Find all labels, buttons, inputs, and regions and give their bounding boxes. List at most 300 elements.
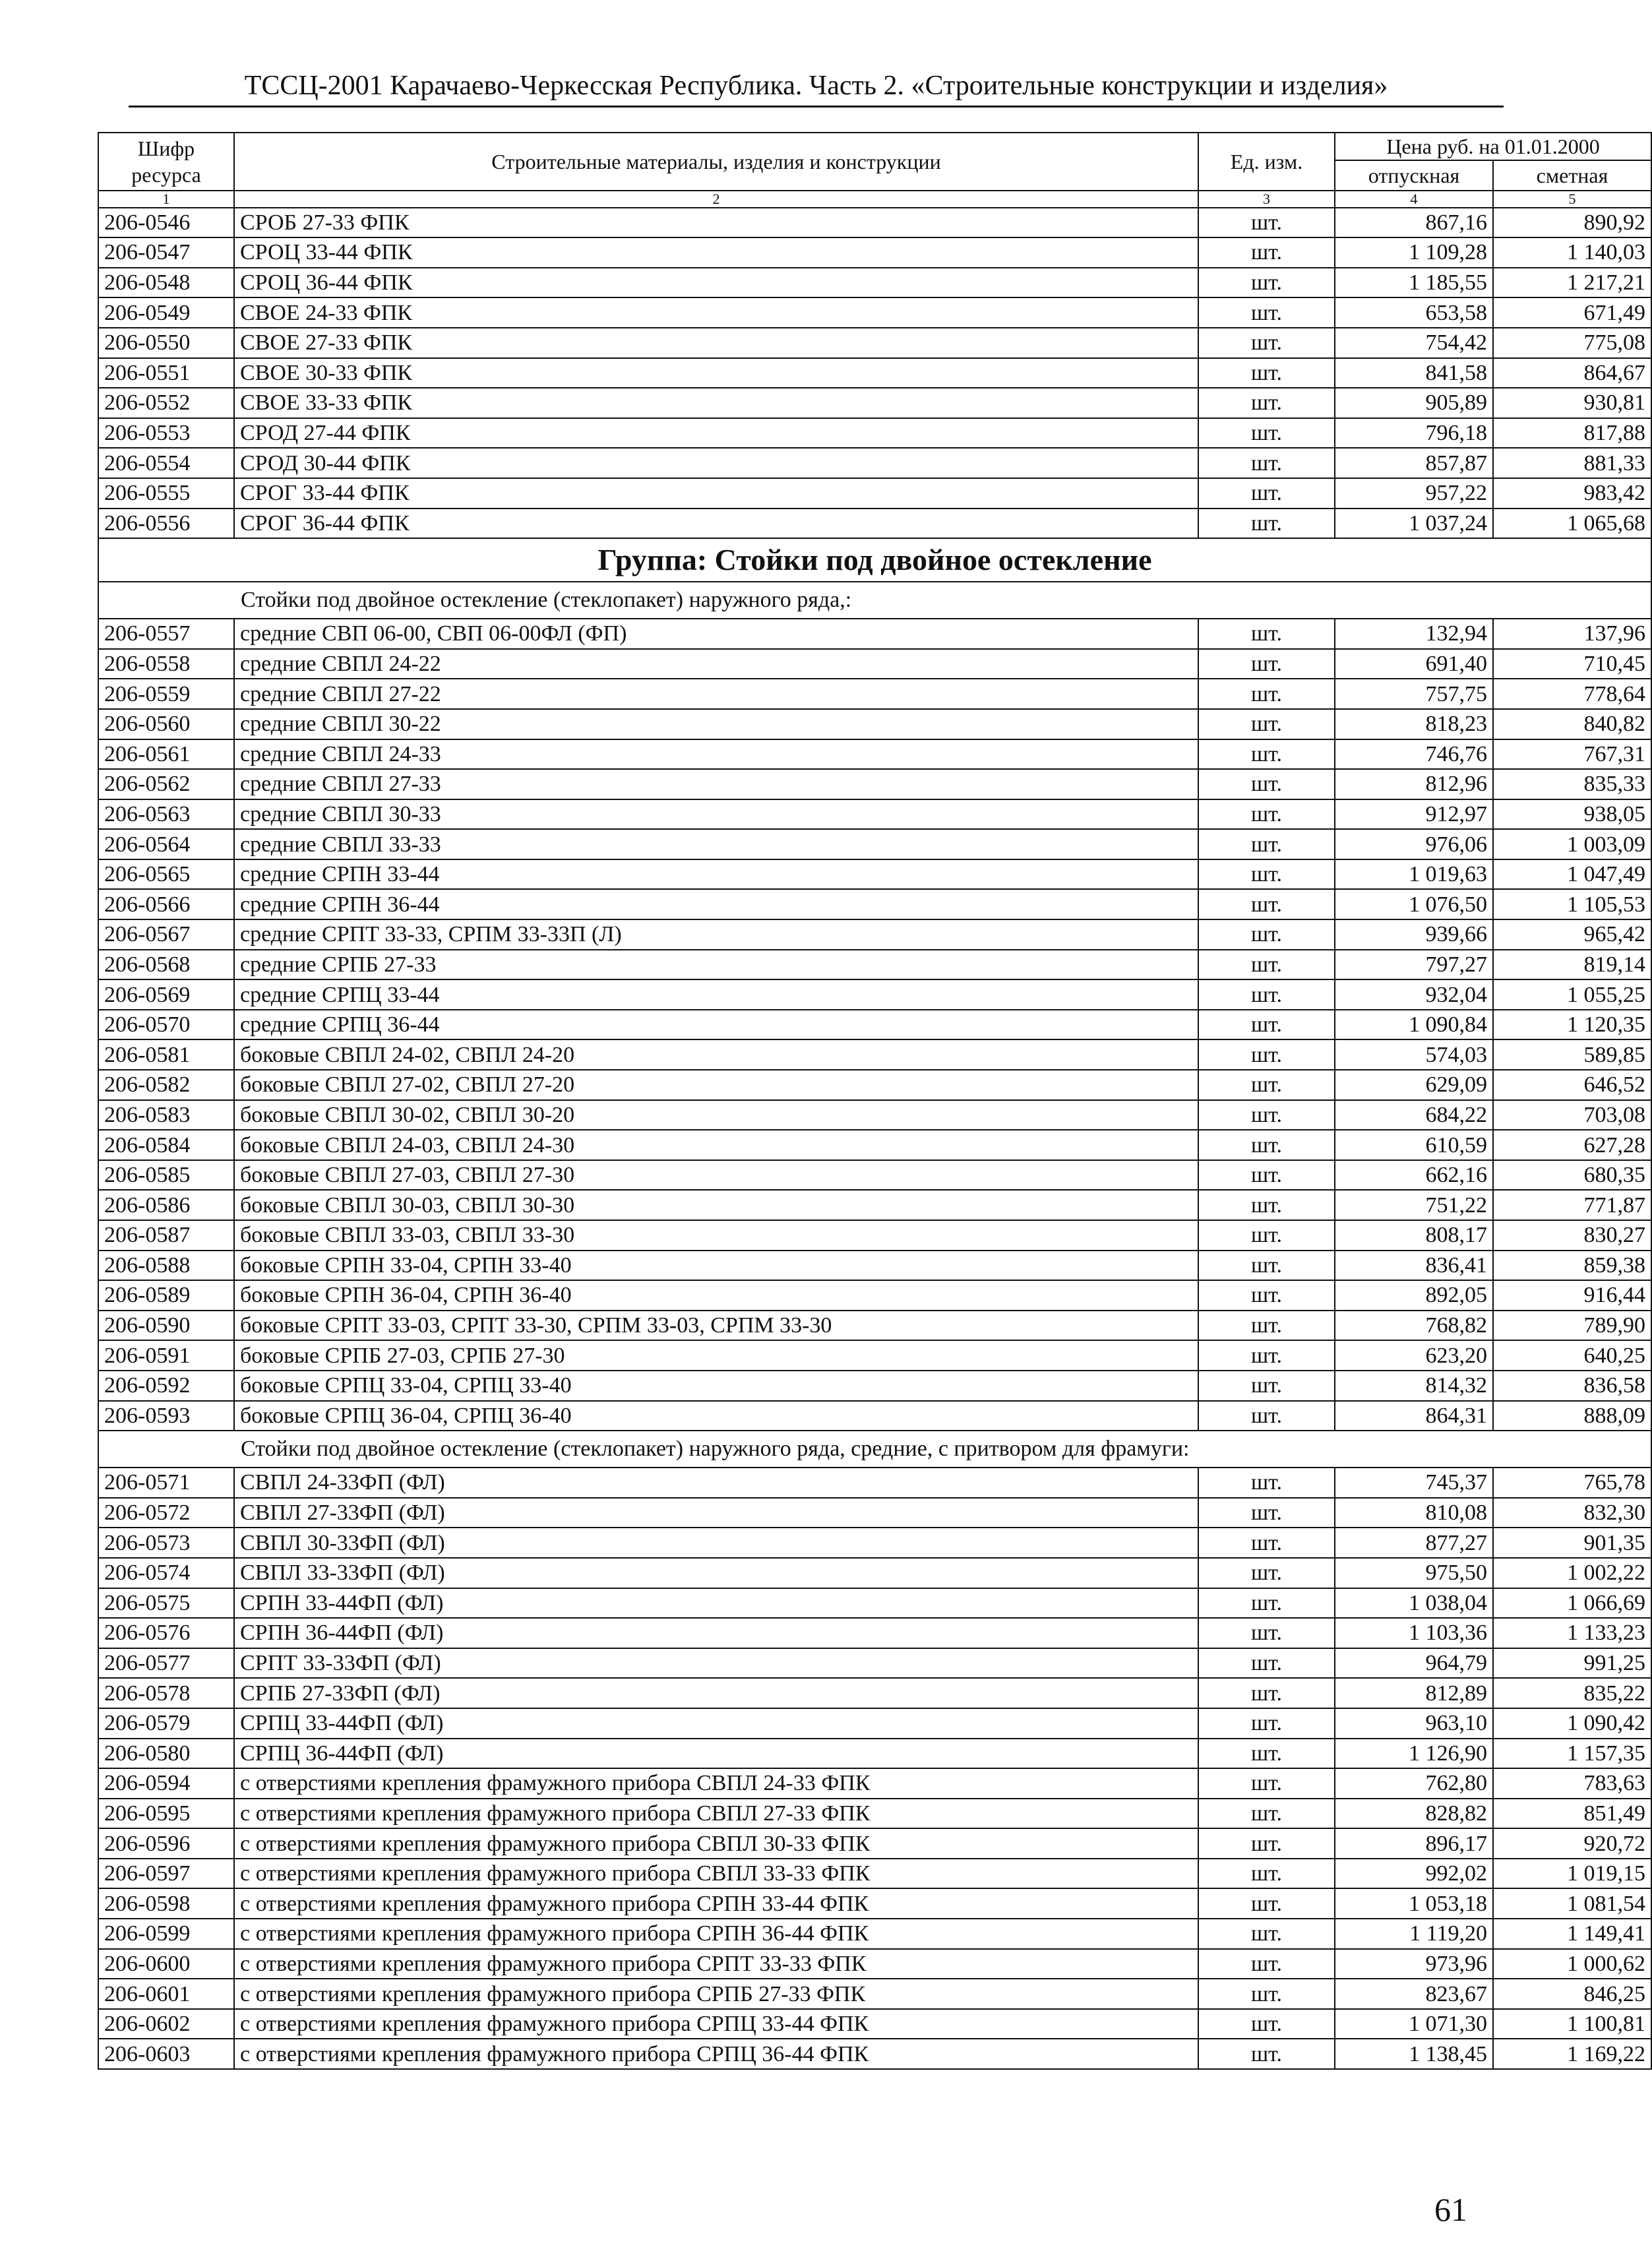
unit: шт. (1198, 2009, 1335, 2039)
material-name: боковые СВПЛ 27-02, СВПЛ 27-20 (234, 1070, 1198, 1100)
unit: шт. (1198, 829, 1335, 859)
table-row (98, 1220, 1651, 1251)
release-price: 975,50 (1335, 1558, 1493, 1588)
resource-code: 206-0558 (98, 649, 234, 679)
unit: шт. (1198, 388, 1335, 418)
table-row (98, 1919, 1651, 1949)
column-number-row (98, 191, 1651, 208)
unit: шт. (1198, 328, 1335, 358)
resource-code: 206-0583 (98, 1100, 234, 1130)
estimate-price: 1 066,69 (1493, 1588, 1651, 1619)
estimate-price: 846,25 (1493, 1979, 1651, 2009)
material-name: с отверстиями крепления фрамужного прибора СВПЛ 30-33 ФПК (234, 1828, 1198, 1859)
estimate-price: 783,63 (1493, 1768, 1651, 1799)
resource-code: 206-0600 (98, 1949, 234, 1979)
resource-code: 206-0589 (98, 1280, 234, 1311)
release-price: 746,76 (1335, 739, 1493, 770)
resource-code: 206-0573 (98, 1528, 234, 1558)
release-price: 653,58 (1335, 297, 1493, 328)
estimate-price: 835,22 (1493, 1678, 1651, 1708)
table-row (98, 1401, 1651, 1431)
table-row (98, 1859, 1651, 1889)
table-row (98, 1070, 1651, 1100)
material-name: СРПН 33-44ФП (ФЛ) (234, 1588, 1198, 1619)
material-name: средние СВПЛ 24-22 (234, 649, 1198, 679)
estimate-price: 1 065,68 (1493, 509, 1651, 539)
resource-code: 206-0587 (98, 1220, 234, 1251)
release-price: 1 119,20 (1335, 1919, 1493, 1949)
estimate-price: 1 090,42 (1493, 1708, 1651, 1739)
release-price: 684,22 (1335, 1100, 1493, 1130)
release-price: 892,05 (1335, 1280, 1493, 1311)
table-row (98, 829, 1651, 859)
resource-code: 206-0552 (98, 388, 234, 418)
resource-code: 206-0594 (98, 1768, 234, 1799)
release-price: 797,27 (1335, 950, 1493, 980)
unit: шт. (1198, 1371, 1335, 1401)
material-name: СРПН 36-44ФП (ФЛ) (234, 1618, 1198, 1648)
release-price: 1 090,84 (1335, 1010, 1493, 1040)
table-row (98, 1739, 1651, 1769)
unit: шт. (1198, 1618, 1335, 1648)
price-table (98, 132, 1652, 2070)
material-name: с отверстиями крепления фрамужного прибора СРПН 33-44 ФПК (234, 1888, 1198, 1919)
table-row (98, 769, 1651, 799)
release-price: 1 019,63 (1335, 859, 1493, 890)
unit: шт. (1198, 1558, 1335, 1588)
unit: шт. (1198, 679, 1335, 709)
material-name: боковые СРПН 36-04, СРПН 36-40 (234, 1280, 1198, 1311)
resource-code: 206-0554 (98, 448, 234, 478)
release-price: 768,82 (1335, 1311, 1493, 1341)
estimate-price: 864,67 (1493, 358, 1651, 388)
resource-code: 206-0551 (98, 358, 234, 388)
resource-code: 206-0598 (98, 1888, 234, 1919)
release-price: 973,96 (1335, 1949, 1493, 1979)
release-price: 992,02 (1335, 1859, 1493, 1889)
estimate-price: 965,42 (1493, 919, 1651, 950)
resource-code: 206-0601 (98, 1979, 234, 2009)
material-name: средние СВПЛ 24-33 (234, 739, 1198, 770)
estimate-price: 703,08 (1493, 1100, 1651, 1130)
material-name: боковые СВПЛ 33-03, СВПЛ 33-30 (234, 1220, 1198, 1251)
release-price: 896,17 (1335, 1828, 1493, 1859)
table-row (98, 1888, 1651, 1919)
column-number: 3 (1198, 191, 1335, 208)
estimate-price: 1 055,25 (1493, 979, 1651, 1010)
page-number: 61 (1434, 2191, 1467, 2228)
column-number: 1 (98, 191, 234, 208)
material-name: средние СВПЛ 30-22 (234, 709, 1198, 739)
release-price: 574,03 (1335, 1039, 1493, 1070)
table-header-row (98, 133, 1651, 160)
table-row (98, 1618, 1651, 1648)
estimate-price: 901,35 (1493, 1528, 1651, 1558)
material-name: боковые СВПЛ 27-03, СВПЛ 27-30 (234, 1160, 1198, 1191)
resource-code: 206-0568 (98, 950, 234, 980)
unit: шт. (1198, 358, 1335, 388)
release-price: 132,94 (1335, 619, 1493, 649)
estimate-price: 888,09 (1493, 1401, 1651, 1431)
release-price: 976,06 (1335, 829, 1493, 859)
resource-code: 206-0567 (98, 919, 234, 950)
material-name: средние СВПЛ 33-33 (234, 829, 1198, 859)
material-name: СРОБ 27-33 ФПК (234, 208, 1198, 238)
unit: шт. (1198, 619, 1335, 649)
table-row (98, 950, 1651, 980)
release-price: 1 038,04 (1335, 1588, 1493, 1619)
unit: шт. (1198, 1340, 1335, 1371)
resource-code: 206-0592 (98, 1371, 234, 1401)
material-name: средние СРПЦ 33-44 (234, 979, 1198, 1010)
table-row (98, 889, 1651, 919)
material-name: боковые СРПЦ 33-04, СРПЦ 33-40 (234, 1371, 1198, 1401)
resource-code: 206-0577 (98, 1648, 234, 1679)
table-row (98, 1039, 1651, 1070)
col-header-unit: Ед. изм. (1198, 133, 1335, 191)
release-price: 662,16 (1335, 1160, 1493, 1191)
resource-code: 206-0599 (98, 1919, 234, 1949)
material-name: с отверстиями крепления фрамужного прибора СВПЛ 24-33 ФПК (234, 1768, 1198, 1799)
material-name: средние СВП 06-00, СВП 06-00ФЛ (ФП) (234, 619, 1198, 649)
release-price: 1 138,45 (1335, 2039, 1493, 2069)
table-row (98, 448, 1651, 478)
unit: шт. (1198, 1311, 1335, 1341)
estimate-price: 1 133,23 (1493, 1618, 1651, 1648)
resource-code: 206-0556 (98, 509, 234, 539)
unit: шт. (1198, 979, 1335, 1010)
estimate-price: 1 217,21 (1493, 268, 1651, 298)
resource-code: 206-0603 (98, 2039, 234, 2069)
release-price: 1 126,90 (1335, 1739, 1493, 1769)
unit: шт. (1198, 1949, 1335, 1979)
table-row (98, 1979, 1651, 2009)
resource-code: 206-0564 (98, 829, 234, 859)
release-price: 864,31 (1335, 1401, 1493, 1431)
release-price: 963,10 (1335, 1708, 1493, 1739)
unit: шт. (1198, 1130, 1335, 1160)
material-name: СРПТ 33-33ФП (ФЛ) (234, 1648, 1198, 1679)
material-name: средние СРПН 36-44 (234, 889, 1198, 919)
estimate-price: 830,27 (1493, 1220, 1651, 1251)
table-row (98, 2009, 1651, 2039)
estimate-price: 1 149,41 (1493, 1919, 1651, 1949)
release-price: 823,67 (1335, 1979, 1493, 2009)
unit: шт. (1198, 1859, 1335, 1889)
unit: шт. (1198, 208, 1335, 238)
material-name: СРПЦ 33-44ФП (ФЛ) (234, 1708, 1198, 1739)
unit: шт. (1198, 237, 1335, 268)
estimate-price: 680,35 (1493, 1160, 1651, 1191)
table-row (98, 297, 1651, 328)
unit: шт. (1198, 1100, 1335, 1130)
unit: шт. (1198, 1799, 1335, 1829)
resource-code: 206-0576 (98, 1618, 234, 1648)
material-name: СРПБ 27-33ФП (ФЛ) (234, 1678, 1198, 1708)
release-price: 905,89 (1335, 388, 1493, 418)
material-name: средние СВПЛ 27-22 (234, 679, 1198, 709)
release-price: 812,89 (1335, 1678, 1493, 1708)
release-price: 812,96 (1335, 769, 1493, 799)
estimate-price: 1 140,03 (1493, 237, 1651, 268)
table-row (98, 1371, 1651, 1401)
price-table-body (98, 133, 1651, 2069)
estimate-price: 789,90 (1493, 1311, 1651, 1341)
release-price: 836,41 (1335, 1251, 1493, 1281)
material-name: СВОЕ 24-33 ФПК (234, 297, 1198, 328)
table-row (98, 859, 1651, 890)
release-price: 1 037,24 (1335, 509, 1493, 539)
table-row (98, 1708, 1651, 1739)
estimate-price: 1 157,35 (1493, 1739, 1651, 1769)
section-subheader: Стойки под двойное остекление (стеклопакет) наружного ряда, средние, с притвором для фрамуги: (98, 1431, 1651, 1468)
estimate-price: 859,38 (1493, 1251, 1651, 1281)
estimate-price: 589,85 (1493, 1039, 1651, 1070)
resource-code: 206-0557 (98, 619, 234, 649)
table-row (98, 1340, 1651, 1371)
table-row (98, 1528, 1651, 1558)
release-price: 857,87 (1335, 448, 1493, 478)
table-row (98, 739, 1651, 770)
unit: шт. (1198, 649, 1335, 679)
unit: шт. (1198, 1010, 1335, 1040)
unit: шт. (1198, 739, 1335, 770)
resource-code: 206-0572 (98, 1498, 234, 1528)
material-name: с отверстиями крепления фрамужного прибора СРПЦ 33-44 ФПК (234, 2009, 1198, 2039)
unit: шт. (1198, 1678, 1335, 1708)
material-name: средние СВПЛ 27-33 (234, 769, 1198, 799)
column-number: 4 (1335, 191, 1493, 208)
estimate-price: 1 019,15 (1493, 1859, 1651, 1889)
table-row (98, 1280, 1651, 1311)
table-row (98, 1828, 1651, 1859)
unit: шт. (1198, 769, 1335, 799)
release-price: 867,16 (1335, 208, 1493, 238)
unit: шт. (1198, 950, 1335, 980)
release-price: 1 076,50 (1335, 889, 1493, 919)
release-price: 751,22 (1335, 1190, 1493, 1220)
table-row (98, 2039, 1651, 2069)
estimate-price: 710,45 (1493, 649, 1651, 679)
resource-code: 206-0595 (98, 1799, 234, 1829)
material-name: СРОД 27-44 ФПК (234, 418, 1198, 449)
estimate-price: 775,08 (1493, 328, 1651, 358)
estimate-price: 836,58 (1493, 1371, 1651, 1401)
material-name: боковые СРПЦ 36-04, СРПЦ 36-40 (234, 1401, 1198, 1431)
estimate-price: 1 047,49 (1493, 859, 1651, 890)
release-price: 754,42 (1335, 328, 1493, 358)
estimate-price: 916,44 (1493, 1280, 1651, 1311)
material-name: СВПЛ 30-33ФП (ФЛ) (234, 1528, 1198, 1558)
table-row (98, 1251, 1651, 1281)
material-name: СВПЛ 27-33ФП (ФЛ) (234, 1498, 1198, 1528)
table-row (98, 1768, 1651, 1799)
estimate-price: 778,64 (1493, 679, 1651, 709)
estimate-price: 983,42 (1493, 478, 1651, 509)
unit: шт. (1198, 1251, 1335, 1281)
table-row (98, 1558, 1651, 1588)
estimate-price: 817,88 (1493, 418, 1651, 449)
release-price: 1 103,36 (1335, 1618, 1493, 1648)
resource-code: 206-0585 (98, 1160, 234, 1191)
release-price: 877,27 (1335, 1528, 1493, 1558)
resource-code: 206-0586 (98, 1190, 234, 1220)
material-name: боковые СВПЛ 24-02, СВПЛ 24-20 (234, 1039, 1198, 1070)
table-row (98, 1010, 1651, 1040)
estimate-price: 890,92 (1493, 208, 1651, 238)
resource-code: 206-0569 (98, 979, 234, 1010)
release-price: 1 071,30 (1335, 2009, 1493, 2039)
unit: шт. (1198, 1919, 1335, 1949)
estimate-price: 881,33 (1493, 448, 1651, 478)
material-name: с отверстиями крепления фрамужного прибора СРПЦ 36-44 ФПК (234, 2039, 1198, 2069)
group-title-row (98, 538, 1651, 582)
material-name: с отверстиями крепления фрамужного прибора СВПЛ 27-33 ФПК (234, 1799, 1198, 1829)
release-price: 810,08 (1335, 1498, 1493, 1528)
header-rule (129, 106, 1504, 108)
material-name: СРОГ 33-44 ФПК (234, 478, 1198, 509)
table-row (98, 509, 1651, 539)
col-header-estimate: сметная (1493, 160, 1651, 191)
material-name: боковые СРПН 33-04, СРПН 33-40 (234, 1251, 1198, 1281)
estimate-price: 771,87 (1493, 1190, 1651, 1220)
material-name: средние СВПЛ 30-33 (234, 799, 1198, 830)
unit: шт. (1198, 418, 1335, 449)
table-row (98, 208, 1651, 238)
col-header-release: отпускная (1335, 160, 1493, 191)
table-row (98, 388, 1651, 418)
section-subheader: Стойки под двойное остекление (стеклопакет) наружного ряда,: (98, 582, 1651, 619)
table-row (98, 1498, 1651, 1528)
release-price: 814,32 (1335, 1371, 1493, 1401)
resource-code: 206-0584 (98, 1130, 234, 1160)
resource-code: 206-0546 (98, 208, 234, 238)
unit: шт. (1198, 448, 1335, 478)
resource-code: 206-0570 (98, 1010, 234, 1040)
estimate-price: 767,31 (1493, 739, 1651, 770)
unit: шт. (1198, 1528, 1335, 1558)
unit: шт. (1198, 1190, 1335, 1220)
col-header-name: Строительные материалы, изделия и конструкции (234, 133, 1198, 191)
unit: шт. (1198, 2039, 1335, 2069)
col-header-code: Шифр ресурса (98, 133, 234, 191)
unit: шт. (1198, 1828, 1335, 1859)
table-row (98, 1648, 1651, 1679)
column-number: 2 (234, 191, 1198, 208)
release-price: 745,37 (1335, 1468, 1493, 1498)
estimate-price: 765,78 (1493, 1468, 1651, 1498)
unit: шт. (1198, 1708, 1335, 1739)
unit: шт. (1198, 1588, 1335, 1619)
table-row (98, 1160, 1651, 1191)
material-name: с отверстиями крепления фрамужного прибора СВПЛ 33-33 ФПК (234, 1859, 1198, 1889)
estimate-price: 646,52 (1493, 1070, 1651, 1100)
table-row (98, 358, 1651, 388)
unit: шт. (1198, 1401, 1335, 1431)
resource-code: 206-0588 (98, 1251, 234, 1281)
resource-code: 206-0575 (98, 1588, 234, 1619)
release-price: 623,20 (1335, 1340, 1493, 1371)
material-name: СВОЕ 33-33 ФПК (234, 388, 1198, 418)
resource-code: 206-0574 (98, 1558, 234, 1588)
material-name: средние СРПТ 33-33, СРПМ 33-33П (Л) (234, 919, 1198, 950)
resource-code: 206-0565 (98, 859, 234, 890)
section-subheader-row (98, 582, 1651, 619)
table-row (98, 919, 1651, 950)
resource-code: 206-0561 (98, 739, 234, 770)
unit: шт. (1198, 1220, 1335, 1251)
resource-code: 206-0597 (98, 1859, 234, 1889)
table-row (98, 799, 1651, 830)
resource-code: 206-0602 (98, 2009, 234, 2039)
estimate-price: 835,33 (1493, 769, 1651, 799)
table-row (98, 979, 1651, 1010)
estimate-price: 930,81 (1493, 388, 1651, 418)
unit: шт. (1198, 1160, 1335, 1191)
resource-code: 206-0547 (98, 237, 234, 268)
table-row (98, 1311, 1651, 1341)
resource-code: 206-0549 (98, 297, 234, 328)
material-name: СВОЕ 27-33 ФПК (234, 328, 1198, 358)
resource-code: 206-0562 (98, 769, 234, 799)
estimate-price: 671,49 (1493, 297, 1651, 328)
table-row (98, 709, 1651, 739)
material-name: СРПЦ 36-44ФП (ФЛ) (234, 1739, 1198, 1769)
table-row (98, 1190, 1651, 1220)
estimate-price: 920,72 (1493, 1828, 1651, 1859)
estimate-price: 1 003,09 (1493, 829, 1651, 859)
estimate-price: 991,25 (1493, 1648, 1651, 1679)
release-price: 1 109,28 (1335, 237, 1493, 268)
estimate-price: 938,05 (1493, 799, 1651, 830)
unit: шт. (1198, 1648, 1335, 1679)
estimate-price: 840,82 (1493, 709, 1651, 739)
material-name: с отверстиями крепления фрамужного прибора СРПТ 33-33 ФПК (234, 1949, 1198, 1979)
resource-code: 206-0579 (98, 1708, 234, 1739)
release-price: 957,22 (1335, 478, 1493, 509)
resource-code: 206-0553 (98, 418, 234, 449)
unit: шт. (1198, 1888, 1335, 1919)
estimate-price: 819,14 (1493, 950, 1651, 980)
table-row (98, 328, 1651, 358)
resource-code: 206-0548 (98, 268, 234, 298)
estimate-price: 832,30 (1493, 1498, 1651, 1528)
col-header-price: Цена руб. на 01.01.2000 (1335, 133, 1651, 160)
table-row (98, 1130, 1651, 1160)
unit: шт. (1198, 509, 1335, 539)
release-price: 964,79 (1335, 1648, 1493, 1679)
table-row (98, 1678, 1651, 1708)
unit: шт. (1198, 1739, 1335, 1769)
table-row (98, 649, 1651, 679)
table-row (98, 1588, 1651, 1619)
estimate-price: 1 120,35 (1493, 1010, 1651, 1040)
unit: шт. (1198, 1039, 1335, 1070)
release-price: 1 053,18 (1335, 1888, 1493, 1919)
material-name: боковые СРПБ 27-03, СРПБ 27-30 (234, 1340, 1198, 1371)
material-name: боковые СРПТ 33-03, СРПТ 33-30, СРПМ 33-03, СРПМ 33-30 (234, 1311, 1198, 1341)
material-name: с отверстиями крепления фрамужного прибора СРПН 36-44 ФПК (234, 1919, 1198, 1949)
release-price: 757,75 (1335, 679, 1493, 709)
estimate-price: 627,28 (1493, 1130, 1651, 1160)
estimate-price: 640,25 (1493, 1340, 1651, 1371)
resource-code: 206-0596 (98, 1828, 234, 1859)
release-price: 828,82 (1335, 1799, 1493, 1829)
table-row (98, 478, 1651, 509)
release-price: 796,18 (1335, 418, 1493, 449)
group-title: Группа: Стойки под двойное остекление (98, 538, 1651, 582)
release-price: 808,17 (1335, 1220, 1493, 1251)
